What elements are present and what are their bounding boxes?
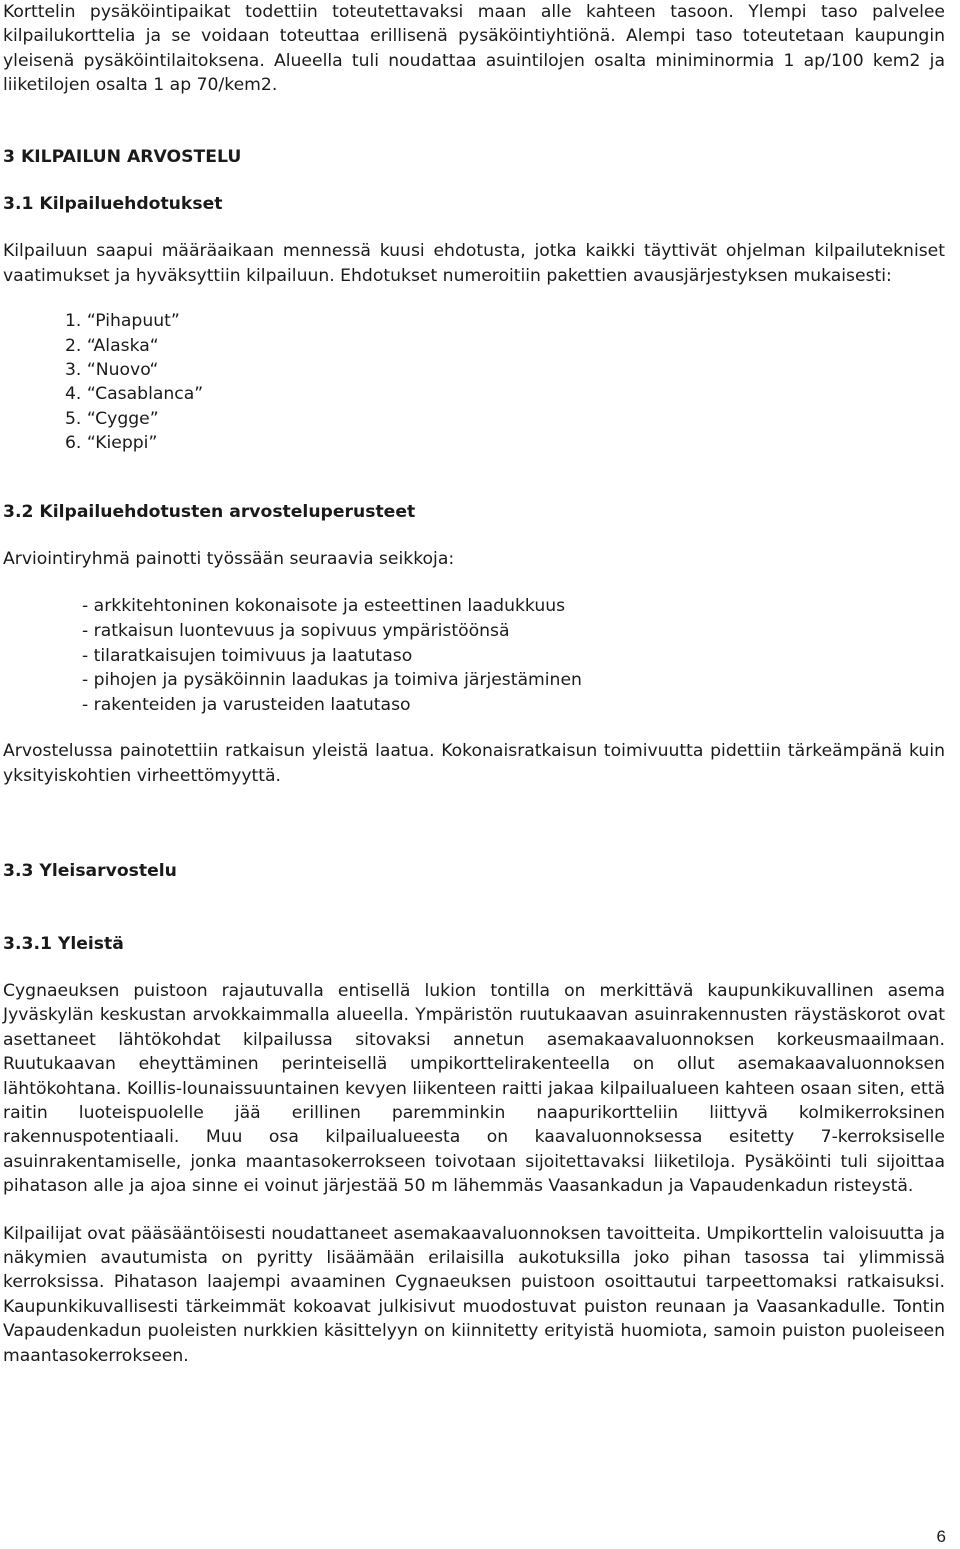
section-heading-3-2: 3.2 Kilpailuehdotusten arvosteluperusteet: [3, 501, 416, 522]
section-3-2-closing: Arvostelussa painotettiin ratkaisun yleistä laatua. Kokonaisratkaisun toimivuutta pidettiin tärkeämpänä kuin yksityiskohtien virheettömyyttä.: [3, 741, 945, 786]
list-item: 1. “Pihapuut”: [65, 311, 180, 332]
page-number: 6: [936, 1527, 946, 1546]
list-item: - pihojen ja pysäköinnin laadukas ja toimiva järjestäminen: [82, 670, 582, 691]
list-item: 6. “Kieppi”: [65, 433, 158, 454]
list-item: - arkkitehtoninen kokonaisote ja esteettinen laadukkuus: [82, 596, 566, 617]
list-item: 3. “Nuovo“: [65, 360, 159, 381]
section-heading-3-1: 3.1 Kilpailuehdotukset: [3, 194, 223, 215]
section-3-3-1-paragraph-1: Cygnaeuksen puistoon rajautuvalla entisellä lukion tontilla on merkittävä kaupunkikuvallinen asema Jyväskylän keskustan arvokkaimmalla alueella. Ympäristön ruutukaavan asuinrakennusten räystäskorot ovat asettaneet lähtökohdat kilpailussa sitovaksi annetun asemakaavaluonnoksen korkeusmaailmaan. Ruutukaavan eheyttäminen perinteisellä umpikorttelirakenteella on ollut asemakaavaluonnoksen lähtökohtana. Koillis-lounaissuuntainen kevyen liikenteen raitti jakaa kilpailualueen kahteen osaan siten, että raitin luoteispuolelle jää erillinen paremminkin naapurikortteliin liittyvä kolmikerroksinen rakennuspotentiaali. Muu osa kilpailualueesta on kaavaluonnoksessa esitetty 7-kerroksiselle asuinrakentamiselle, jonka maantasokerrokseen toivotaan sijoitettavaksi liiketiloja. Pysäköinti tuli sijoittaa pihatason alle ja ajoa sinne ei voinut järjestää 50 m lähemmäs Vaasankadun ja Vapaudenkadun risteystä.: [3, 981, 945, 1197]
list-item: - rakenteiden ja varusteiden laatutaso: [82, 694, 411, 715]
criteria-list: [3, 594, 945, 717]
entries-list: [3, 309, 945, 455]
list-item: - ratkaisun luontevuus ja sopivuus ympäristöönsä: [82, 621, 510, 641]
list-item: 5. “Cygge”: [65, 408, 159, 429]
section-3-1-paragraph: Kilpailuun saapui määräaikaan mennessä kuusi ehdotusta, jotka kaikki täyttivät ohjelman kilpailutekniset vaatimukset ja hyväksyttiin kilpailuun. Ehdotukset numeroitiin pakettien avausjärjestyksen mukaisesti:: [3, 241, 945, 286]
section-3-2-lead: Arviointiryhmä painotti työssään seuraavia seikkoja:: [3, 549, 455, 569]
document-page: [3, 0, 945, 1368]
list-item: - tilaratkaisujen toimivuus ja laatutaso: [82, 645, 413, 666]
section-3-3-1-paragraph-2: Kilpailijat ovat pääsääntöisesti noudattaneet asemakaavaluonnoksen tavoitteita. Umpikorttelin valoisuutta ja näkymien avautumista on pyritty lisäämään erilaisilla aukotuksilla joko pihan tasossa tai ylimmissä kerroksissa. Pihatason laajempi avaaminen Cygnaeuksen puistoon osoittautui tarpeettomaksi ratkaisuksi. Kaupunkikuvallisesti tärkeimmät kokoavat julkisivut muodostuvat puiston reunaan ja Vaasankadulle. Tontin Vapaudenkadun puoleisten nurkkien käsittelyyn on kiinnitetty erityistä huomiota, samoin puiston puoleiseen maantasokerrokseen.: [3, 1223, 945, 1366]
section-heading-3-3: 3.3 Yleisarvostelu: [3, 861, 177, 882]
intro-paragraph: Korttelin pysäköintipaikat todettiin toteutettavaksi maan alle kahteen tasoon. Ylempi taso palvelee kilpailukorttelia ja se voidaan toteuttaa erillisenä pysäköintiyhtiönä. Alempi taso toteutetaan kaupungin yleisenä pysäköintilaitoksena. Alueella tuli noudattaa asuintilojen osalta miniminormia 1 ap/100 kem2 ja liiketilojen osalta 1 ap 70/kem2.: [3, 2, 945, 96]
list-item: 2. “Alaska“: [65, 335, 159, 356]
section-heading-3: 3 KILPAILUN ARVOSTELU: [3, 146, 242, 167]
list-item: 4. “Casablanca”: [65, 384, 204, 405]
section-heading-3-3-1: 3.3.1 Yleistä: [3, 933, 124, 954]
